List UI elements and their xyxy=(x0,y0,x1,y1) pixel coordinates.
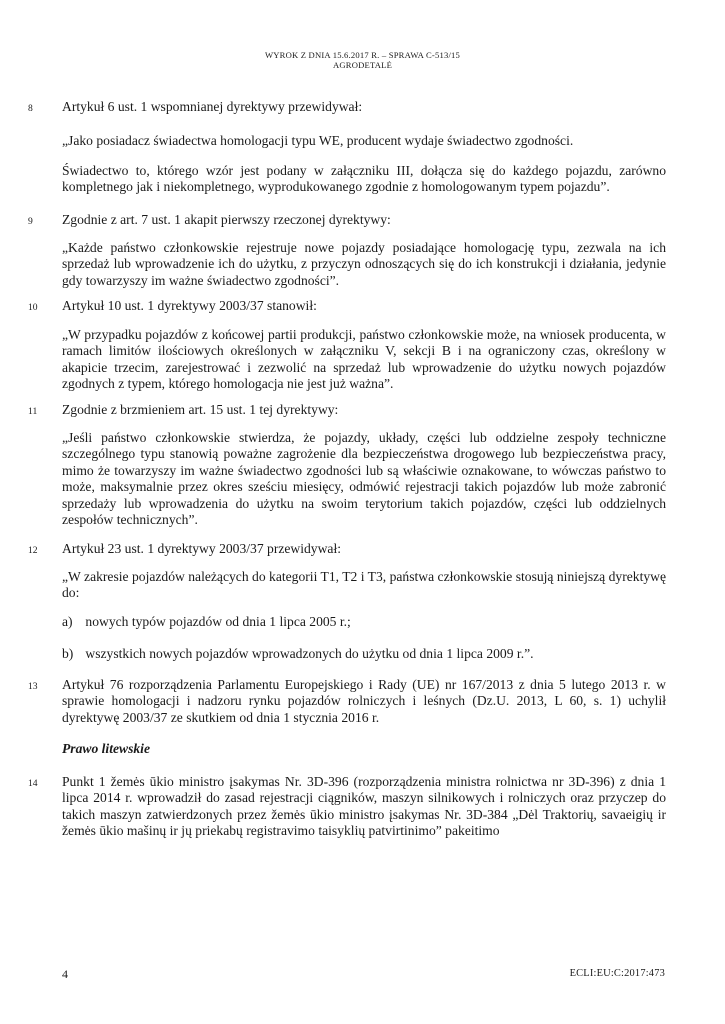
quote-text: „Każde państwo członkowskie rejestruje nowe pojazdy posiadające homologację typu, zezwala na ich sprzedaż lub wprowadzenie ich do użytku, z przyczyn odnoszących się do ich konstrukcji i działania, jedynie gdy towarzyszy im ważne świadectwo zgodności”. xyxy=(62,240,666,288)
quote-text: Świadectwo to, którego wzór jest podany w załączniku III, dołącza się do każdego pojazdu, zarówno kompletnego jak i niekompletnego, wyprodukowanego zgodnie z homologowanym typem pojazdu”. xyxy=(62,163,666,195)
list-item-text: nowych typów pojazdów od dnia 1 lipca 2005 r.; xyxy=(85,614,351,629)
list-item-label: b) xyxy=(62,646,74,661)
list-item xyxy=(62,646,666,662)
quote-text: „W zakresie pojazdów należących do kategorii T1, T2 i T3, państwa członkowskie stosują niniejszą dyrektywę do: xyxy=(62,569,666,601)
paragraph-text: Artykuł 23 ust. 1 dyrektywy 2003/37 przewidywał: xyxy=(62,541,342,556)
paragraph-text: Artykuł 76 rozporządzenia Parlamentu Europejskiego i Rady (UE) nr 167/2013 z dnia 5 lutego 2013 r. w sprawie homologacji i nadzoru rynku pojazdów rolniczych i leśnych (Dz.U. 2013, L 60, s. 1) uchylił dyrektywę 2003/37 ze skutkiem od dnia 1 stycznia 2016 r. xyxy=(62,677,666,725)
paragraph-number: 12 xyxy=(28,545,38,556)
header-case-name: AGRODETALĖ xyxy=(332,60,393,70)
paragraph-text: Zgodnie z brzmieniem art. 15 ust. 1 tej dyrektywy: xyxy=(62,402,339,417)
paragraph-number: 10 xyxy=(28,302,38,313)
paragraph-text: Punkt 1 žemės ūkio ministro įsakymas Nr. 3D-396 (rozporządzenia ministra rolnictwa nr 3D-396) z dnia 1 lipca 2014 r. wprowadził do zasad rejestracji ciągników, maszyn silnikowych i rolniczych oraz przyczep do takich maszyn zatwierdzonych przez žemės ūkio ministro įsakymas Nr. 3D-384 „Dėl Traktorių, savaeigių ir žemės ūkio mašinų ir jų priekabų registravimo taisyklių patvirtinimo” pakeitimo xyxy=(62,774,666,839)
running-header xyxy=(0,50,725,70)
list-item-text: wszystkich nowych pojazdów wprowadzonych do użytku od dnia 1 lipca 2009 r.”. xyxy=(85,646,534,661)
paragraph-number: 14 xyxy=(28,778,38,789)
header-case-line: WYROK Z DNIA 15.6.2017 R. – SPRAWA C-513/15 xyxy=(264,50,461,60)
paragraph-text: Artykuł 10 ust. 1 dyrektywy 2003/37 stanowił: xyxy=(62,298,317,313)
paragraph-number: 8 xyxy=(28,103,33,114)
paragraph-number: 11 xyxy=(28,406,38,417)
paragraph-number: 13 xyxy=(28,681,38,692)
quote-text: „Jeśli państwo członkowskie stwierdza, że pojazdy, układy, części lub oddzielne zespoły techniczne szczególnego typu stanowią poważne zagrożenie dla bezpieczeństwa drogowego lub bezpieczeństwa pracy, mimo że towarzyszy im ważne świadectwo zgodności lub są właściwie oznakowane, to wówczas państwo to może, maksymalnie przez okres sześciu miesięcy, odmówić rejestracji takich pojazdów lub może zabronić sprzedaży lub wprowadzenia do użytku na swoim terytorium takich pojazdów, części lub oddzielnych zespołów technicznych”. xyxy=(62,430,666,528)
page-number: 4 xyxy=(62,967,68,981)
list-item xyxy=(62,614,666,630)
quote-text: „Jako posiadacz świadectwa homologacji typu WE, producent wydaje świadectwo zgodności. xyxy=(62,133,574,148)
ecli-identifier: ECLI:EU:C:2017:473 xyxy=(569,968,665,979)
paragraph-text: Artykuł 6 ust. 1 wspomnianej dyrektywy przewidywał: xyxy=(62,99,363,114)
paragraph-text: Zgodnie z art. 7 ust. 1 akapit pierwszy rzeczonej dyrektywy: xyxy=(62,212,391,227)
section-heading: Prawo litewskie xyxy=(62,741,150,756)
paragraph-number: 9 xyxy=(28,216,33,227)
quote-text: „W przypadku pojazdów z końcowej partii produkcji, państwo członkowskie może, na wniosek producenta, w ramach limitów ilościowych określonych w załączniku V, sekcji B i na ograniczony czas, określony w akapicie trzecim, zarejestrować i zezwolić na sprzedaż lub wprowadzenie do użytku nowych pojazdów zgodnych z typem, którego homologacja nie jest już ważna”. xyxy=(62,327,666,392)
list-item-label: a) xyxy=(62,614,73,629)
